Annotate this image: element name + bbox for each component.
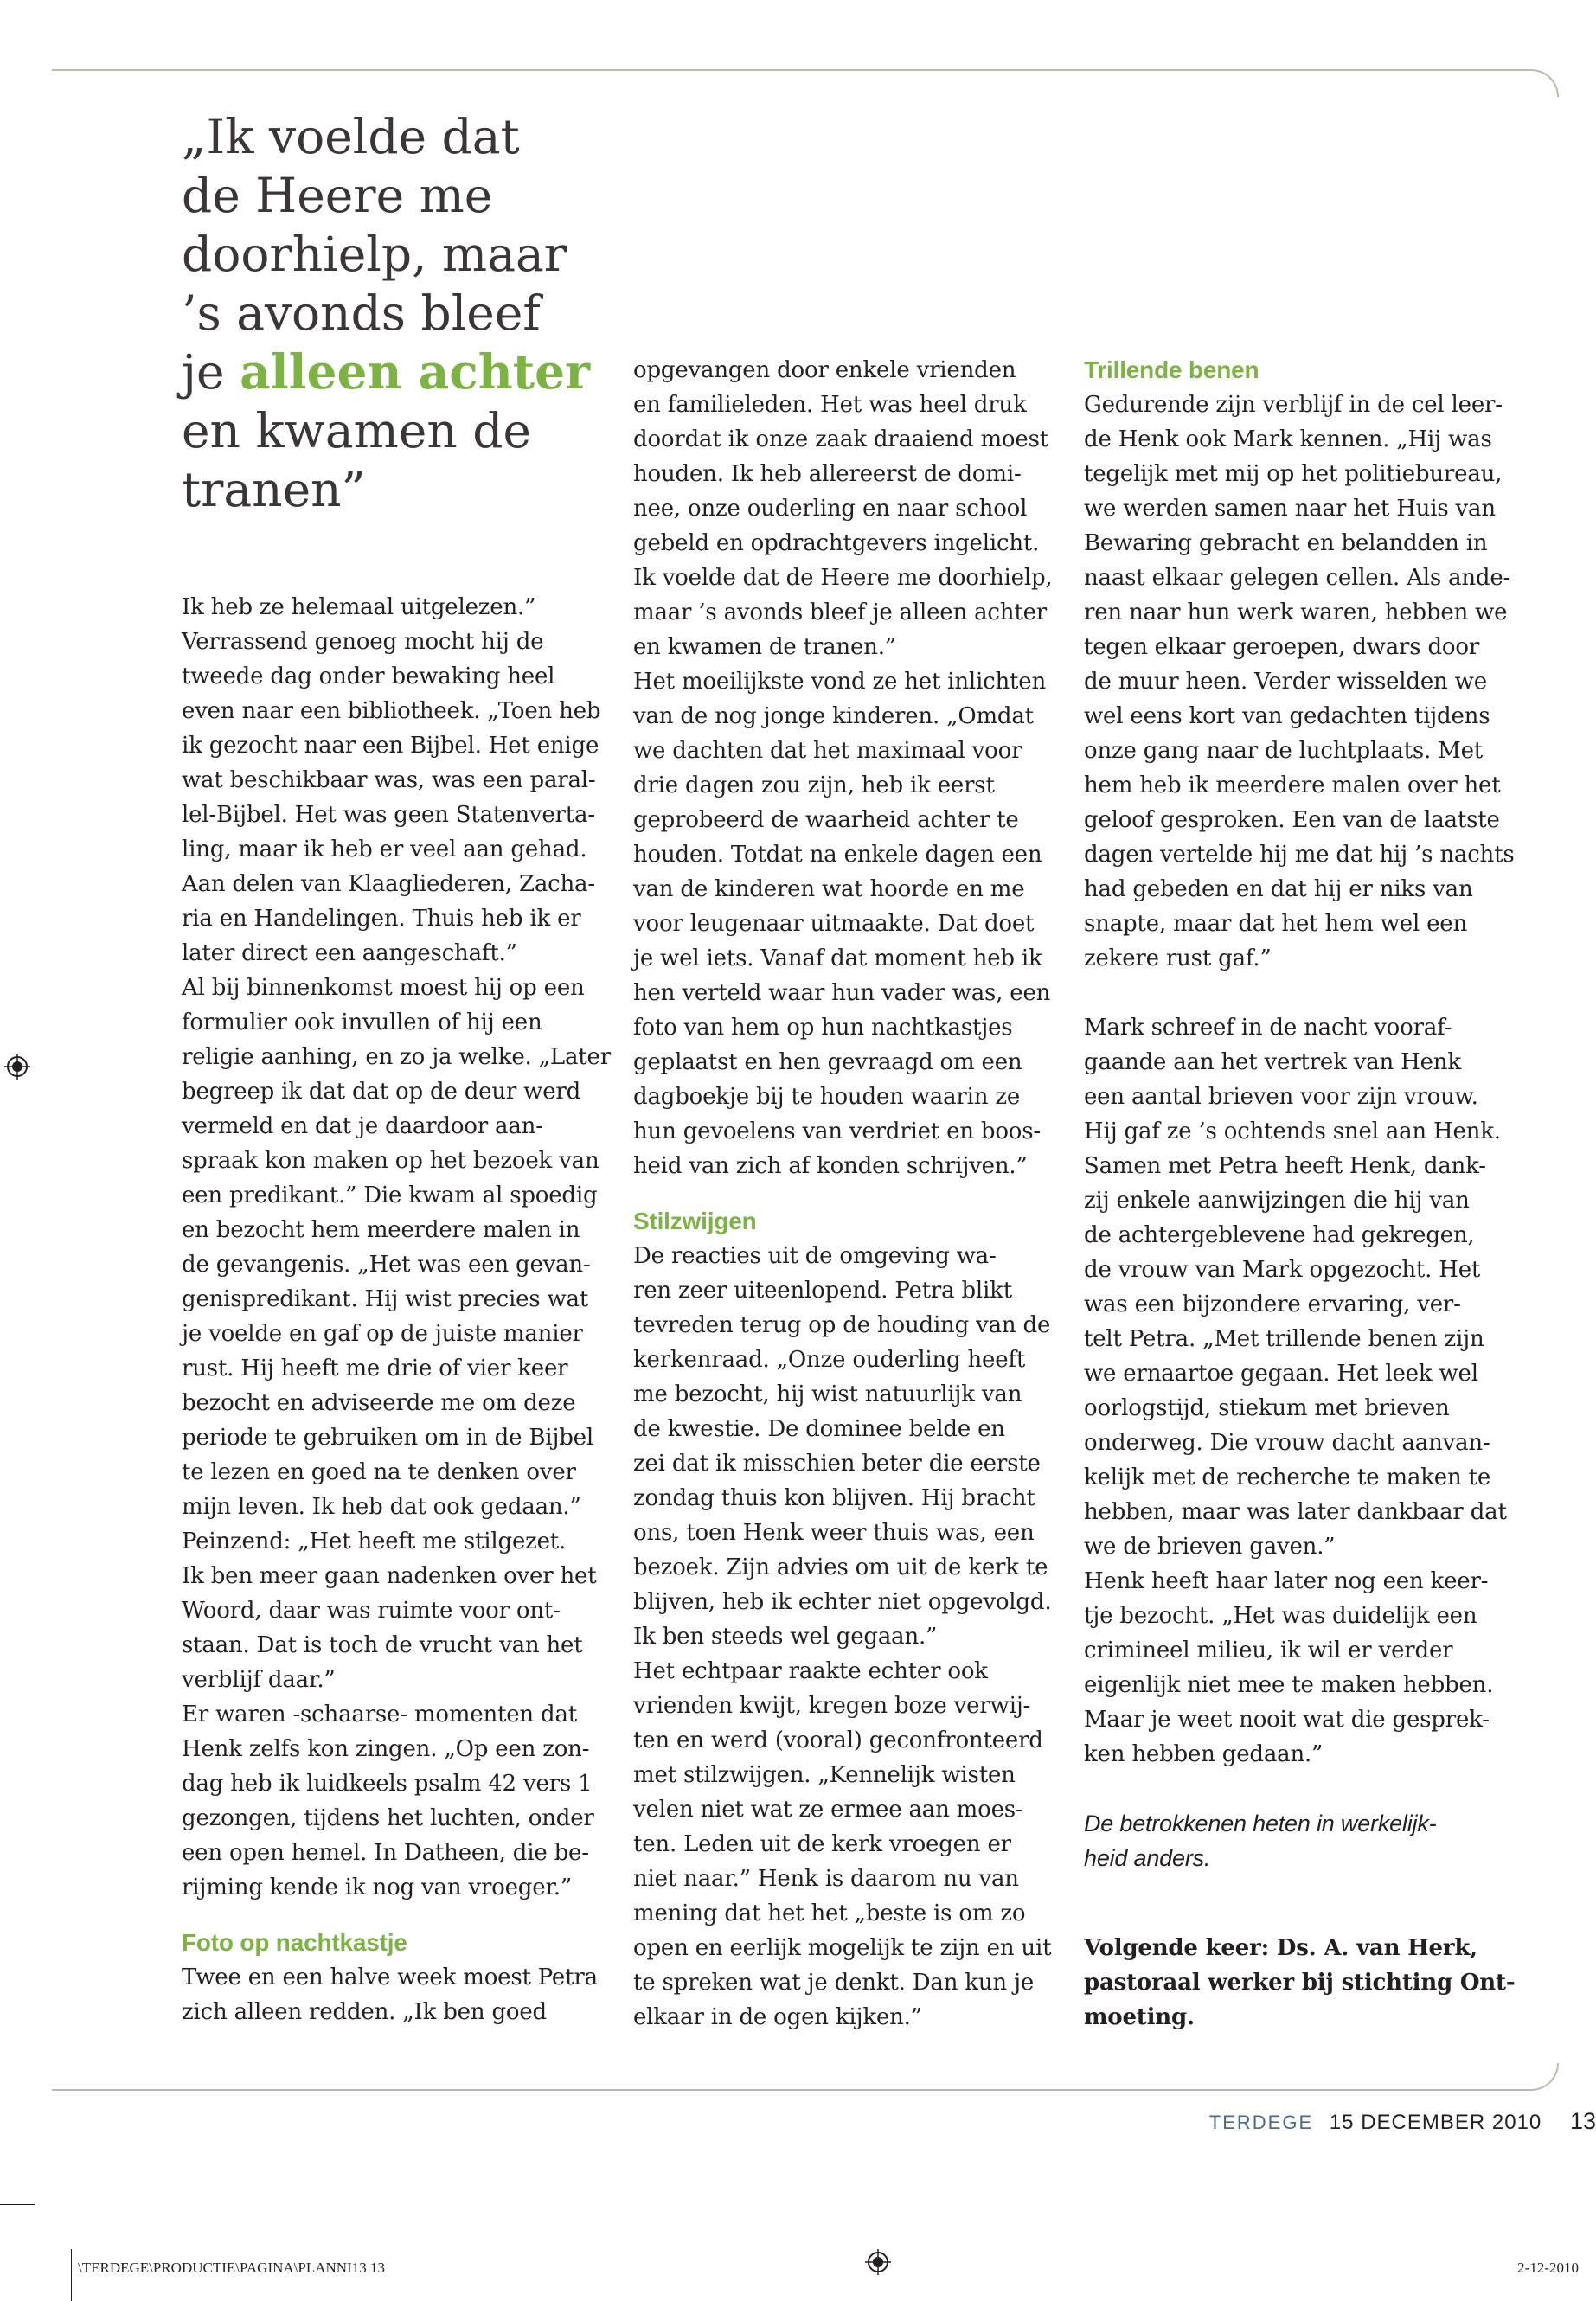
column-1-paragraph-1: Ik heb ze helemaal uitgelezen.” Verrassend genoeg mocht hij de tweede dag onder bewaking heel even naar een bibliotheek. „Toen heb ik gezocht naar een Bijbel. Het enige wat beschikbaar was, was een paral- lel-Bijbel. Het was geen Statenverta- ling, maar ik heb er veel aan gehad. Aan delen van Klaagliederen, Zacha- ria en Handelingen. Thuis heb ik er later direct een aangeschaft.” Al bij binnenkomst moest hij op een formulier ook invullen of hij een religie aanhing, en zo ja welke. „Later begreep ik dat dat op de deur werd vermeld en dat je daardoor aan- spraak kon maken op het bezoek van een predikant.” Die kwam al spoedig en bezocht hem meerdere malen in de gevangenis. „Het was een gevan- genispredikant. Hij wist precies wat je voelde en gaf op de juiste manier rust. Hij heeft me drie of vier keer bezocht en adviseerde me om deze periode te gebruiken om in de Bijbel te lezen en goed na te denken over mijn leven. Ik heb dat ook gedaan.” Peinzend: „Het heeft me stilgezet. Ik ben meer gaan nadenken over het Woord, daar was ruimte voor ont- staan. Dat is toch de vrucht van het verblijf daar.” Er waren -schaarse- momenten dat Henk zelfs kon zingen. „Op een zon- dag heb ik luidkeels psalm 42 vers 1 gezongen, tijdens het luchten, onder een open hemel. In Datheen, die be- rijming kende ik nog van vroeger.” [182, 594, 611, 1900]
page-number: 13 [1569, 2108, 1596, 2134]
pull-quote [182, 107, 631, 519]
article-column-1 [182, 590, 649, 2029]
article-column-2 [633, 353, 1100, 2035]
print-slug-path: \TERDEGE\PRODUCTIE\PAGINA\PLANNI13 13 [78, 2259, 385, 2276]
registration-mark-icon [4, 1054, 30, 1080]
next-episode-note: Volgende keer: Ds. A. van Herk, pastoraal werker bij stichting Ont- moeting. [1084, 1935, 1516, 2030]
page-frame-bottom [52, 2063, 1559, 2091]
names-changed-footnote: De betrokkenen heten in werkelijk- heid anders. [1084, 1811, 1437, 1871]
magazine-name: TERDEGE [1208, 2112, 1314, 2133]
subheading-foto-op-nachtkastje: Foto op nachtkastje [182, 1929, 407, 1956]
column-3-paragraph-2: Mark schreef in de nacht vooraf- gaande aan het vertrek van Henk een aantal brieven voor zijn vrouw. Hij gaf ze ’s ochtends snel aan Henk. Samen met Petra heeft Henk, dank- zij enkele aanwijzingen die hij van de achtergeblevene had gekregen, de vrouw van Mark opgezocht. Het was een bijzondere ervaring, ver- telt Petra. „Met trillende benen zijn we ernaartoe gegaan. Het leek wel oorlogstijd, stiekum met brieven onderweg. Die vrouw dacht aanvan- kelijk met de recherche te maken te hebben, maar was later dankbaar dat we de brieven gaven.” Henk heeft haar later nog een keer- tje bezocht. „Het was duidelijk een crimineel milieu, ik wil er verder eigenlijk niet mee te maken hebben. Maar je weet nooit wat die gesprek- ken hebben gedaan.” [1084, 1015, 1507, 1767]
crop-mark-horizontal [0, 2204, 35, 2205]
subheading-trillende-benen: Trillende benen [1084, 356, 1259, 383]
pull-quote-highlight: alleen achter [240, 343, 591, 400]
crop-mark-vertical [71, 2249, 72, 2301]
registration-mark-bottom-icon [865, 2249, 891, 2275]
page-frame-top [52, 69, 1559, 97]
column-3-paragraph-1: Gedurende zijn verblijf in de cel leer- de Henk ook Mark kennen. „Hij was tegelijk met mij op het politiebureau, we werden samen naar het Huis van Bewaring gebracht en belandden in naast elkaar gelegen cellen. Als ande- ren naar hun werk waren, hebben we tegen elkaar geroepen, dwars door de muur heen. Verder wisselden we wel eens kort van gedachten tijdens onze gang naar de luchtplaats. Met hem heb ik meerdere malen over het geloof gesproken. Een van de laatste dagen vertelde hij me dat hij ’s nachts had gebeden en dat hij er niks van snapte, maar dat het hem wel een zekere rust gaf.” [1084, 392, 1515, 971]
column-2-paragraph-2: De reacties uit de omgeving wa- ren zeer uiteenlopend. Petra blikt tevreden terug op de houding van de kerkenraad. „Onze ouderling heeft me bezocht, hij wist natuurlijk van de kwestie. De dominee belde en zei dat ik misschien beter die eerste zondag thuis kon blijven. Hij bracht ons, toen Henk weer thuis was, een bezoek. Zijn advies om uit de kerk te blijven, heb ik echter niet opgevolgd. Ik ben steeds wel gegaan.” Het echtpaar raakte echter ook vrienden kwijt, kregen boze verwij- ten en werd (vooral) geconfronteerd met stilzwijgen. „Kennelijk wisten velen niet wat ze ermee aan moes- ten. Leden uit de kerk vroegen er niet naar.” Henk is daarom nu van mening dat het het „beste is om zo open en eerlijk mogelijk te zijn en uit te spreken wat je denkt. Dan kun je elkaar in de ogen kijken.” [633, 1243, 1052, 2030]
issue-date: 15 DECEMBER 2010 [1329, 2111, 1542, 2134]
print-slug-date: 2-12-2010 [1517, 2259, 1579, 2276]
subheading-stilzwijgen: Stilzwijgen [633, 1208, 757, 1234]
pull-quote-text-before: „Ik voelde dat de Heere me doorhielp, maar ’s avonds bleef je [182, 109, 567, 400]
column-1-paragraph-2: Twee en een halve week moest Petra zich alleen redden. „Ik ben goed [182, 1965, 598, 2025]
column-2-paragraph-1: opgevangen door enkele vrienden en familieleden. Het was heel druk doordat ik onze zaak draaiend moest houden. Ik heb allereerst de domi- nee, onze ouderling en naar school gebeld en opdrachtgevers ingelicht. Ik voelde dat de Heere me doorhielp, maar ’s avonds bleef je alleen achter en kwamen de tranen.” Het moeilijkste vond ze het inlichten van de nog jonge kinderen. „Omdat we dachten dat het maximaal voor drie dagen zou zijn, heb ik eerst geprobeerd de waarheid achter te houden. Totdat na enkele dagen een van de kinderen wat hoorde en me voor leugenaar uitmaakte. Dat doet je wel iets. Vanaf dat moment heb ik hen verteld waar hun vader was, een foto van hem op hun nachtkastjes geplaatst en hen gevraagd om een dagboekje bij te houden waarin ze hun gevoelens van verdriet en boos- heid van zich af konden schrijven.” [633, 357, 1053, 1179]
pull-quote-text-after: en kwamen de tranen” [182, 403, 532, 517]
page-footer [1209, 2108, 1596, 2135]
article-column-3 [1084, 353, 1551, 2035]
